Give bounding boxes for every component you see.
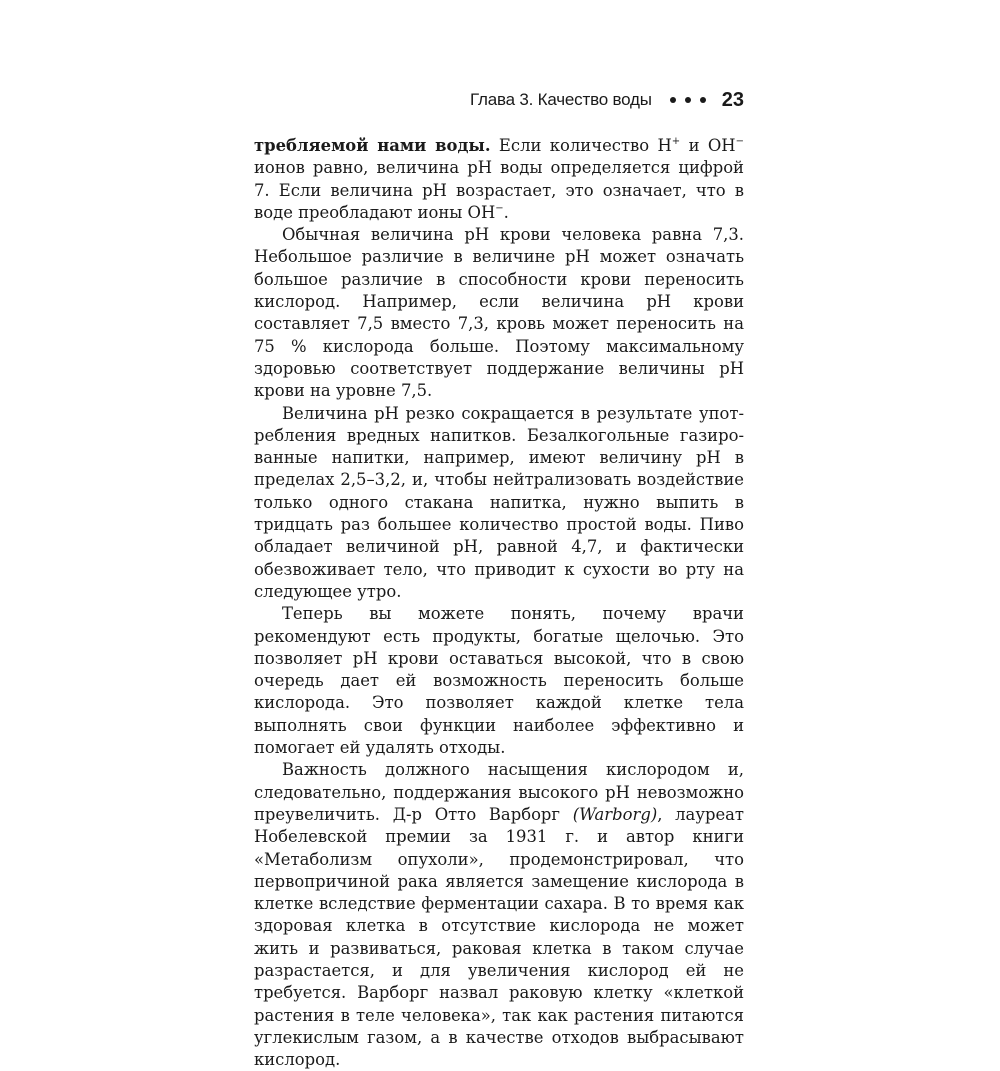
paragraph-2: Обычная величина pH крови человека равна 7,3. Небольшое различие в величине pH может означать большое различие в способности крови переносить кислород. Например, если величина pH крови составляет 7,5 вместо 7,3, кровь может переносить на 75 % кислорода больше. Поэтому максимальному здоровью соответствует поддержание величины pH крови на уровне 7,5. [254,225,744,401]
header-dots-ornament [670,97,706,103]
chapter-title: Глава 3. Качество воды [469,90,652,109]
italic-name: (Warborg) [572,804,658,824]
body-text [254,135,744,1071]
paragraph-3: Величина pH резко сокращается в результате употребления вредных напитков. Безалкогольные газированные напитки, например, имеют величину pH в пределах 2,5–3,2, и, чтобы нейтрализовать воздействие только одного стакана напитка, нужно выпить в тридцать раз большее количество простой воды. Пиво обладает величиной pH, равной 4,7, и фактически обезвоживает тело, что приводит к сухости во рту на следующее утро. [254,403,744,601]
paragraph-4: Теперь вы можете понять, почему врачи рекомендуют есть продукты, богатые щелочью. Это позволяет pH крови оставаться высокой, что в свою очередь дает ей возможность переносить больше кислорода. Это позволяет каждой клетке тела выполнять свои функции наиболее эффективно и помогает ей удалять отходы. [254,604,744,758]
page-number: 23 [721,88,744,111]
running-header [260,86,744,114]
paragraph-1: требляемой нами воды. Если количество H+ и OH− ионов равно, величина pH воды определяется цифрой 7. Если величина pH возрастает, это означает, что в воде преобладают ионы OH−. [254,136,744,222]
paragraph-5: Важность должного насыщения кислородом и, следовательно, поддержания высокого pH невозможно преувеличить. Д-р Отто Варборг (Warborg), лауреат Нобелевской премии за 1931 г. и автор книги «Метаболизм опухоли», продемонстрировал, что первопричиной рака является замещение кислорода в клетке вследствие ферментации сахара. В то время как здоровая клетка в отсутствие кислорода не может жить и развиваться, раковая клетка в таком случае разрастается, и для увеличения кислород ей не требуется. Варборг назвал раковую клетку «клеткой растения в теле человека», так как растения питаются углекислым газом, а в качестве отходов выбрасывают кислород. [254,760,745,1070]
bold-phrase: требляемой нами воды. [254,136,491,155]
